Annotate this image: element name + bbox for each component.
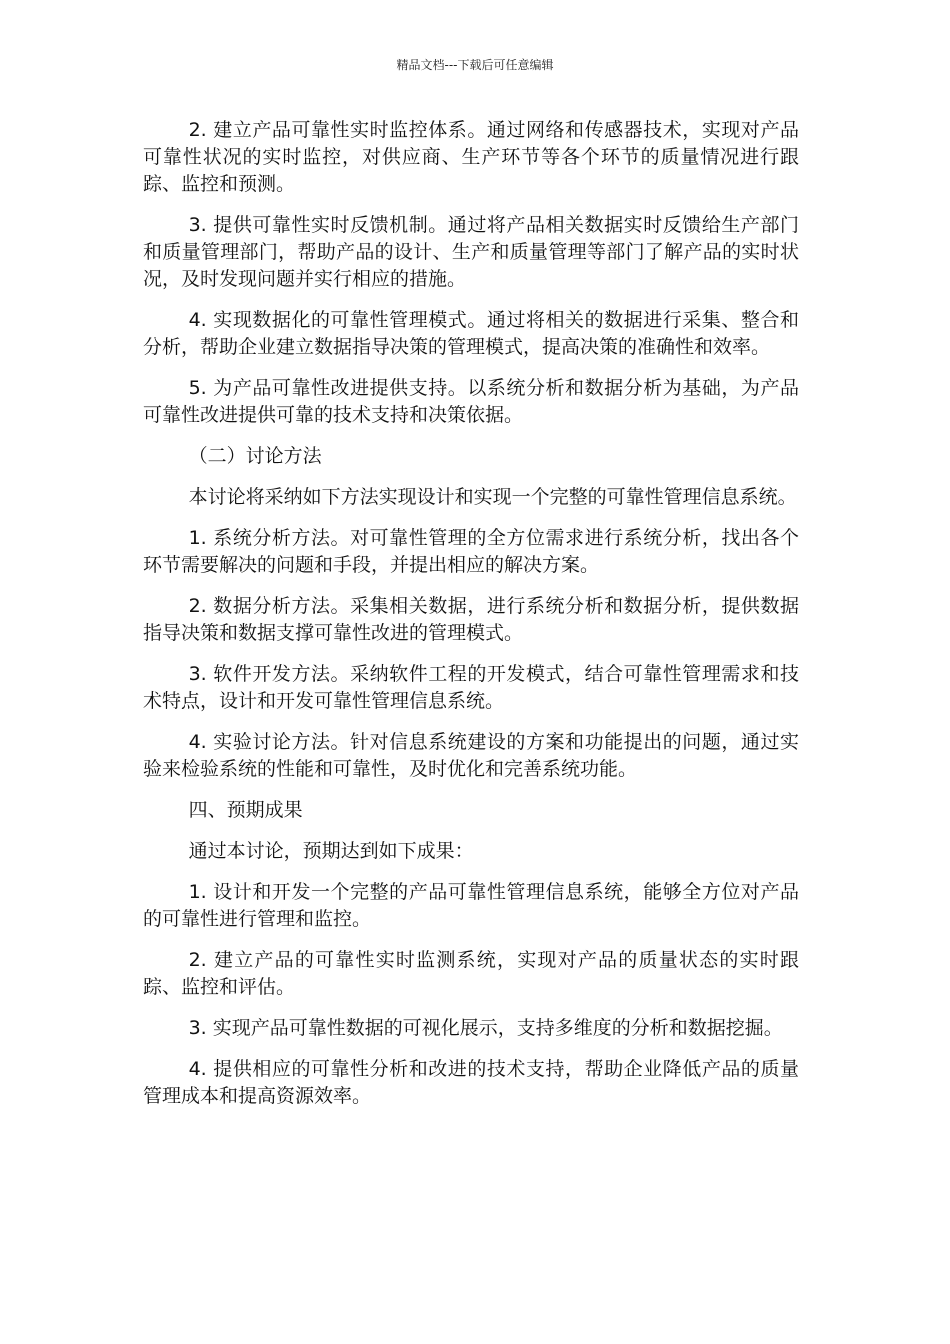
section-heading-methods: （二）讨论方法 [188, 445, 322, 467]
section-heading-expected-results: 四、预期成果 [188, 799, 303, 821]
paragraph-monitoring-system: 2. 建立产品可靠性实时监控体系。通过网络和传感器技术，实现对产品可靠性状况的实时监控，对供应商、生产环节等各个环节的质量情况进行跟踪、监控和预测。 [143, 119, 799, 195]
page-header: 精品文档---下载后可任意编辑 [396, 58, 554, 72]
paragraph-result-monitoring: 2. 建立产品的可靠性实时监测系统，实现对产品的质量状态的实时跟踪、监控和评估。 [143, 949, 799, 998]
paragraph-result-visualization: 3. 实现产品可靠性数据的可视化展示，支持多维度的分析和数据挖掘。 [188, 1017, 783, 1039]
document-body [143, 117, 799, 1124]
paragraph-software-development: 3. 软件开发方法。采纳软件工程的开发模式，结合可靠性管理需求和技术特点，设计和开发可靠性管理信息系统。 [143, 663, 799, 712]
paragraph-results-intro: 通过本讨论，预期达到如下成果： [188, 840, 474, 862]
paragraph-methods-intro: 本讨论将采纳如下方法实现设计和实现一个完整的可靠性管理信息系统。 [188, 486, 797, 508]
paragraph-result-support: 4. 提供相应的可靠性分析和改进的技术支持，帮助企业降低产品的质量管理成本和提高资源效率。 [143, 1058, 799, 1107]
paragraph-improvement-support: 5. 为产品可靠性改进提供支持。以系统分析和数据分析为基础，为产品可靠性改进提供可靠的技术支持和决策依据。 [143, 377, 799, 426]
paragraph-result-system: 1. 设计和开发一个完整的产品可靠性管理信息系统，能够全方位对产品的可靠性进行管理和监控。 [143, 881, 799, 930]
paragraph-experiment-method: 4. 实验讨论方法。针对信息系统建设的方案和功能提出的问题，通过实验来检验系统的性能和可靠性，及时优化和完善系统功能。 [143, 731, 799, 780]
paragraph-data-management: 4. 实现数据化的可靠性管理模式。通过将相关的数据进行采集、整合和分析，帮助企业建立数据指导决策的管理模式，提高决策的准确性和效率。 [143, 309, 799, 358]
paragraph-system-analysis: 1. 系统分析方法。对可靠性管理的全方位需求进行系统分析，找出各个环节需要解决的问题和手段，并提出相应的解决方案。 [143, 527, 799, 576]
paragraph-feedback-mechanism: 3. 提供可靠性实时反馈机制。通过将产品相关数据实时反馈给生产部门和质量管理部门，帮助产品的设计、生产和质量管理等部门了解产品的实时状况，及时发现问题并实行相应的措施。 [143, 214, 799, 290]
paragraph-data-analysis: 2. 数据分析方法。采集相关数据，进行系统分析和数据分析，提供数据指导决策和数据支撑可靠性改进的管理模式。 [143, 595, 799, 644]
